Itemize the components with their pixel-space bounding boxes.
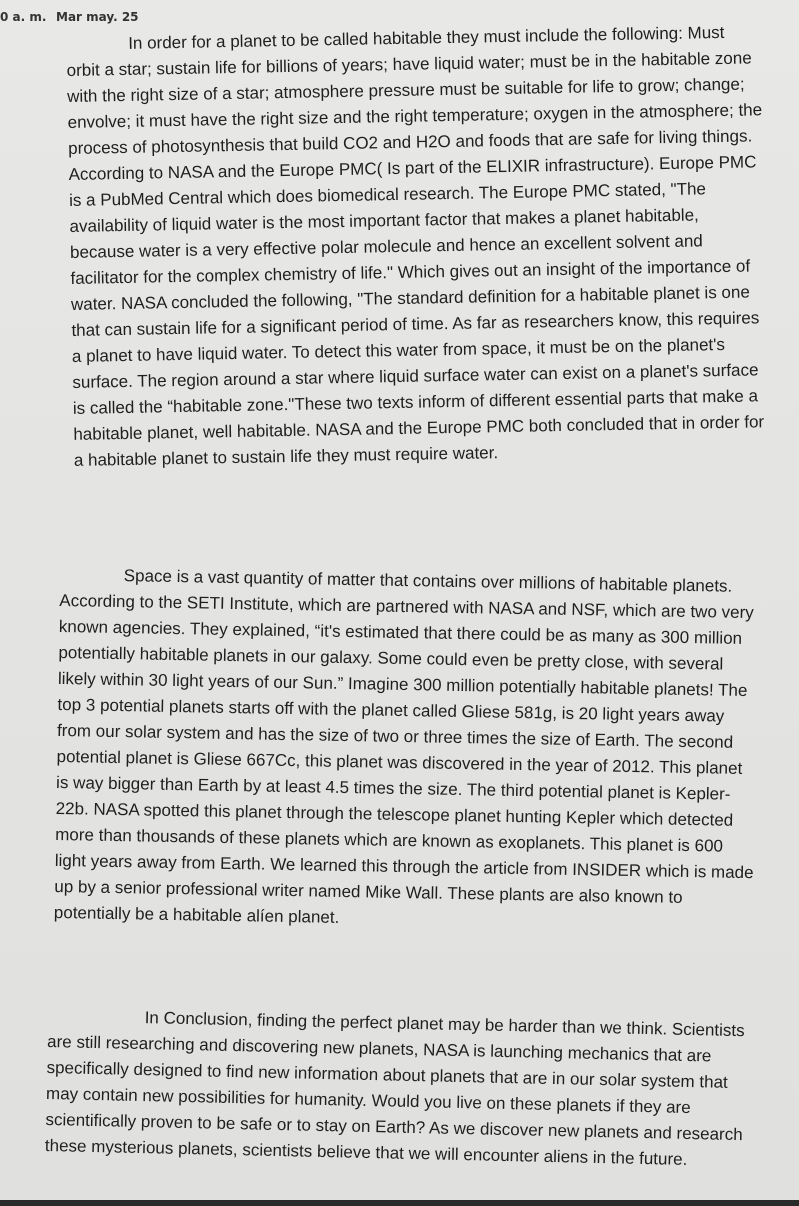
paragraph-habitable-definition: In order for a planet to be called habitable they must include the following: Must orbit a star; sustain life for billions of years; have liquid water; must be in the habitable zone with the right size of a star; atmosphere pressure must be suitable for life to grow; change; envolve; it must have the right size and the right temperature; oxygen in the atmosphere; the process of photosynthesis that build CO2 and H2O and foods that are safe for living things. According to NASA and the Europe PMC( Is part of the ELIXIR infrastructure). Europe PMC is a PubMed Central which does biomedical research. The Europe PMC stated, "The availability of liquid water is the most important factor that makes a planet habitable, because water is a very effective polar molecule and hence an excellent solvent and facilitator for the complex chemistry of life." Which gives out an insight of the importance of water. NASA concluded the following, "The standard definition for a habitable planet is one that can sustain life for a significant period of time. As far as researchers know, this requires a planet to have liquid water. To detect this water from space, it must be on the planet's surface. The region around a star where liquid surface water can exist on a planet's surface is called the “habitable zone."These two texts inform of different essential parts that make a habitable planet, well habitable. NASA and the Europe PMC both concluded that in order for a habitable planet to sustain life they must require water. bbox=[66, 22, 765, 470]
status-date: Mar may. 25 bbox=[56, 10, 139, 24]
bottom-edge bbox=[0, 1200, 799, 1206]
paragraph-conclusion: In Conclusion, finding the perfect planet may be harder than we think. Scientists are still researching and discovering new planets, NASA is launching mechanics that are specifically designed to find new information about planets that are in our solar system that may contain new possibilities for humanity. Would you live on these planets if they are scientifically proven to be safe or to stay on Earth? As we discover new planets and research these mysterious planets, scientists believe that we will encounter aliens in the future. bbox=[44, 1008, 745, 1169]
paragraph-habitable-planets-count: Space is a vast quantity of matter that contains over millions of habitable planets. According to the SETI Institute, which are partnered with NASA and NSF, which are two very known agencies. They explained, “it's estimated that there could be as many as 300 million potentially habitable planets in our galaxy. Some could even be pretty close, with several likely within 30 light years of our Sun.” Imagine 300 million potentially habitable planets! The top 3 potential planets starts off with the planet called Gliese 581g, is 20 light years away from our solar system and has the size of two or three times the size of Earth. The second potential planet is Gliese 667Cc, this planet was discovered in the year of 2012. This planet is way bigger than Earth by at least 4.5 times the size. The third potential planet is Kepler-22b. NASA spotted this planet through the telescope planet hunting Kepler which detected more than thousands of these planets which are known as exoplanets. This planet is 600 light years away from Earth. We learned this through the article from INSIDER which is made up by a senior professional writer named Mike Wall. These plants are also known to potentially be a habitable alíen planet. bbox=[53, 566, 754, 927]
status-time: 0 a. m. bbox=[0, 10, 47, 24]
